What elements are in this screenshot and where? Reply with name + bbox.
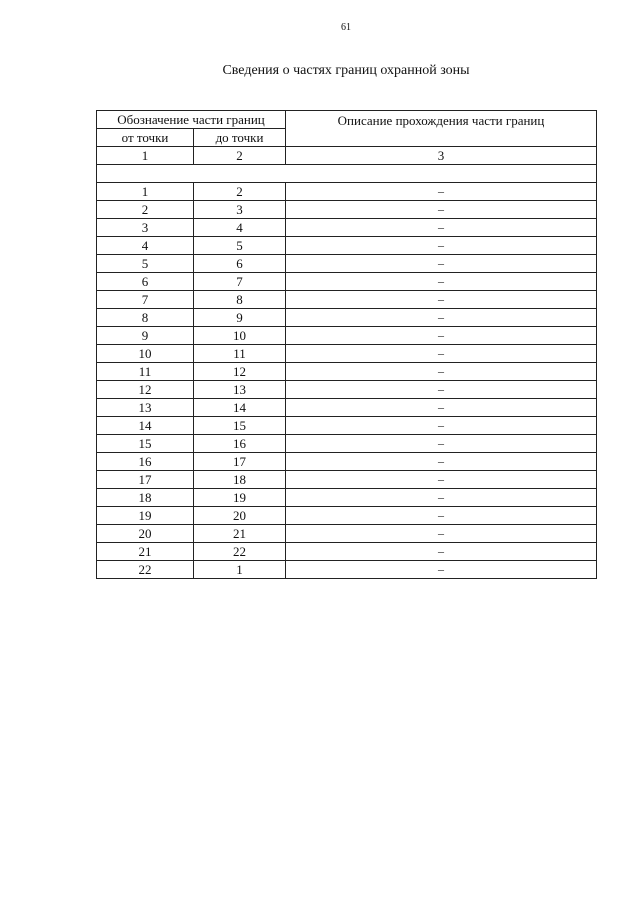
cell-to-point: 16 <box>194 435 286 453</box>
table-row <box>97 381 597 399</box>
table-row <box>97 543 597 561</box>
cell-to-point: 6 <box>194 255 286 273</box>
cell-from-point: 3 <box>97 219 194 237</box>
boundary-table <box>96 110 597 579</box>
cell-description: – <box>286 327 597 345</box>
cell-from-point: 7 <box>97 291 194 309</box>
cell-to-point: 17 <box>194 453 286 471</box>
cell-from-point: 2 <box>97 201 194 219</box>
table-spacer-row <box>97 165 597 183</box>
cell-from-point: 6 <box>97 273 194 291</box>
page-title: Сведения о частях границ охранной зоны <box>222 63 470 78</box>
cell-description: – <box>286 543 597 561</box>
cell-description: – <box>286 507 597 525</box>
cell-from-point: 5 <box>97 255 194 273</box>
header-boundary-designation: Обозначение части границ <box>97 111 286 129</box>
table-row <box>97 309 597 327</box>
cell-to-point: 11 <box>194 345 286 363</box>
column-number: 1 <box>97 147 194 165</box>
cell-to-point: 8 <box>194 291 286 309</box>
cell-description: – <box>286 273 597 291</box>
cell-from-point: 22 <box>97 561 194 579</box>
table-row <box>97 219 597 237</box>
cell-description: – <box>286 201 597 219</box>
cell-description: – <box>286 399 597 417</box>
table-row <box>97 327 597 345</box>
cell-to-point: 19 <box>194 489 286 507</box>
table-row <box>97 507 597 525</box>
table-body <box>97 183 597 579</box>
column-number: 2 <box>194 147 286 165</box>
cell-to-point: 3 <box>194 201 286 219</box>
cell-to-point: 4 <box>194 219 286 237</box>
cell-description: – <box>286 489 597 507</box>
table-row <box>97 489 597 507</box>
table-row <box>97 435 597 453</box>
table-row <box>97 237 597 255</box>
cell-from-point: 8 <box>97 309 194 327</box>
cell-description: – <box>286 291 597 309</box>
cell-to-point: 21 <box>194 525 286 543</box>
cell-to-point: 15 <box>194 417 286 435</box>
cell-description: – <box>286 237 597 255</box>
table-row <box>97 291 597 309</box>
cell-from-point: 18 <box>97 489 194 507</box>
cell-to-point: 5 <box>194 237 286 255</box>
cell-description: – <box>286 363 597 381</box>
cell-to-point: 10 <box>194 327 286 345</box>
cell-description: – <box>286 525 597 543</box>
column-number: 3 <box>286 147 597 165</box>
cell-from-point: 14 <box>97 417 194 435</box>
header-to-point: до точки <box>194 129 286 147</box>
cell-description: – <box>286 561 597 579</box>
cell-description: – <box>286 309 597 327</box>
cell-description: – <box>286 471 597 489</box>
cell-from-point: 19 <box>97 507 194 525</box>
table-row <box>97 399 597 417</box>
cell-from-point: 16 <box>97 453 194 471</box>
cell-to-point: 2 <box>194 183 286 201</box>
cell-to-point: 18 <box>194 471 286 489</box>
cell-to-point: 14 <box>194 399 286 417</box>
table-row <box>97 453 597 471</box>
cell-from-point: 1 <box>97 183 194 201</box>
cell-to-point: 7 <box>194 273 286 291</box>
table-row <box>97 561 597 579</box>
cell-from-point: 12 <box>97 381 194 399</box>
cell-from-point: 20 <box>97 525 194 543</box>
cell-to-point: 12 <box>194 363 286 381</box>
cell-description: – <box>286 453 597 471</box>
table-row <box>97 273 597 291</box>
cell-from-point: 21 <box>97 543 194 561</box>
cell-to-point: 9 <box>194 309 286 327</box>
cell-from-point: 17 <box>97 471 194 489</box>
table-row <box>97 417 597 435</box>
cell-to-point: 13 <box>194 381 286 399</box>
table-row <box>97 183 597 201</box>
cell-description: – <box>286 255 597 273</box>
table-row <box>97 345 597 363</box>
table-row <box>97 255 597 273</box>
cell-to-point: 20 <box>194 507 286 525</box>
cell-from-point: 11 <box>97 363 194 381</box>
cell-from-point: 13 <box>97 399 194 417</box>
cell-from-point: 4 <box>97 237 194 255</box>
cell-from-point: 10 <box>97 345 194 363</box>
cell-to-point: 1 <box>194 561 286 579</box>
cell-description: – <box>286 381 597 399</box>
cell-from-point: 15 <box>97 435 194 453</box>
cell-description: – <box>286 345 597 363</box>
header-from-point: от точки <box>97 129 194 147</box>
cell-to-point: 22 <box>194 543 286 561</box>
table-row <box>97 471 597 489</box>
cell-description: – <box>286 183 597 201</box>
cell-description: – <box>286 417 597 435</box>
page-number: 61 <box>341 22 351 33</box>
header-description: Описание прохождения части границ <box>286 111 597 147</box>
cell-description: – <box>286 435 597 453</box>
cell-from-point: 9 <box>97 327 194 345</box>
cell-description: – <box>286 219 597 237</box>
table-row <box>97 363 597 381</box>
table-row <box>97 525 597 543</box>
table-row <box>97 201 597 219</box>
